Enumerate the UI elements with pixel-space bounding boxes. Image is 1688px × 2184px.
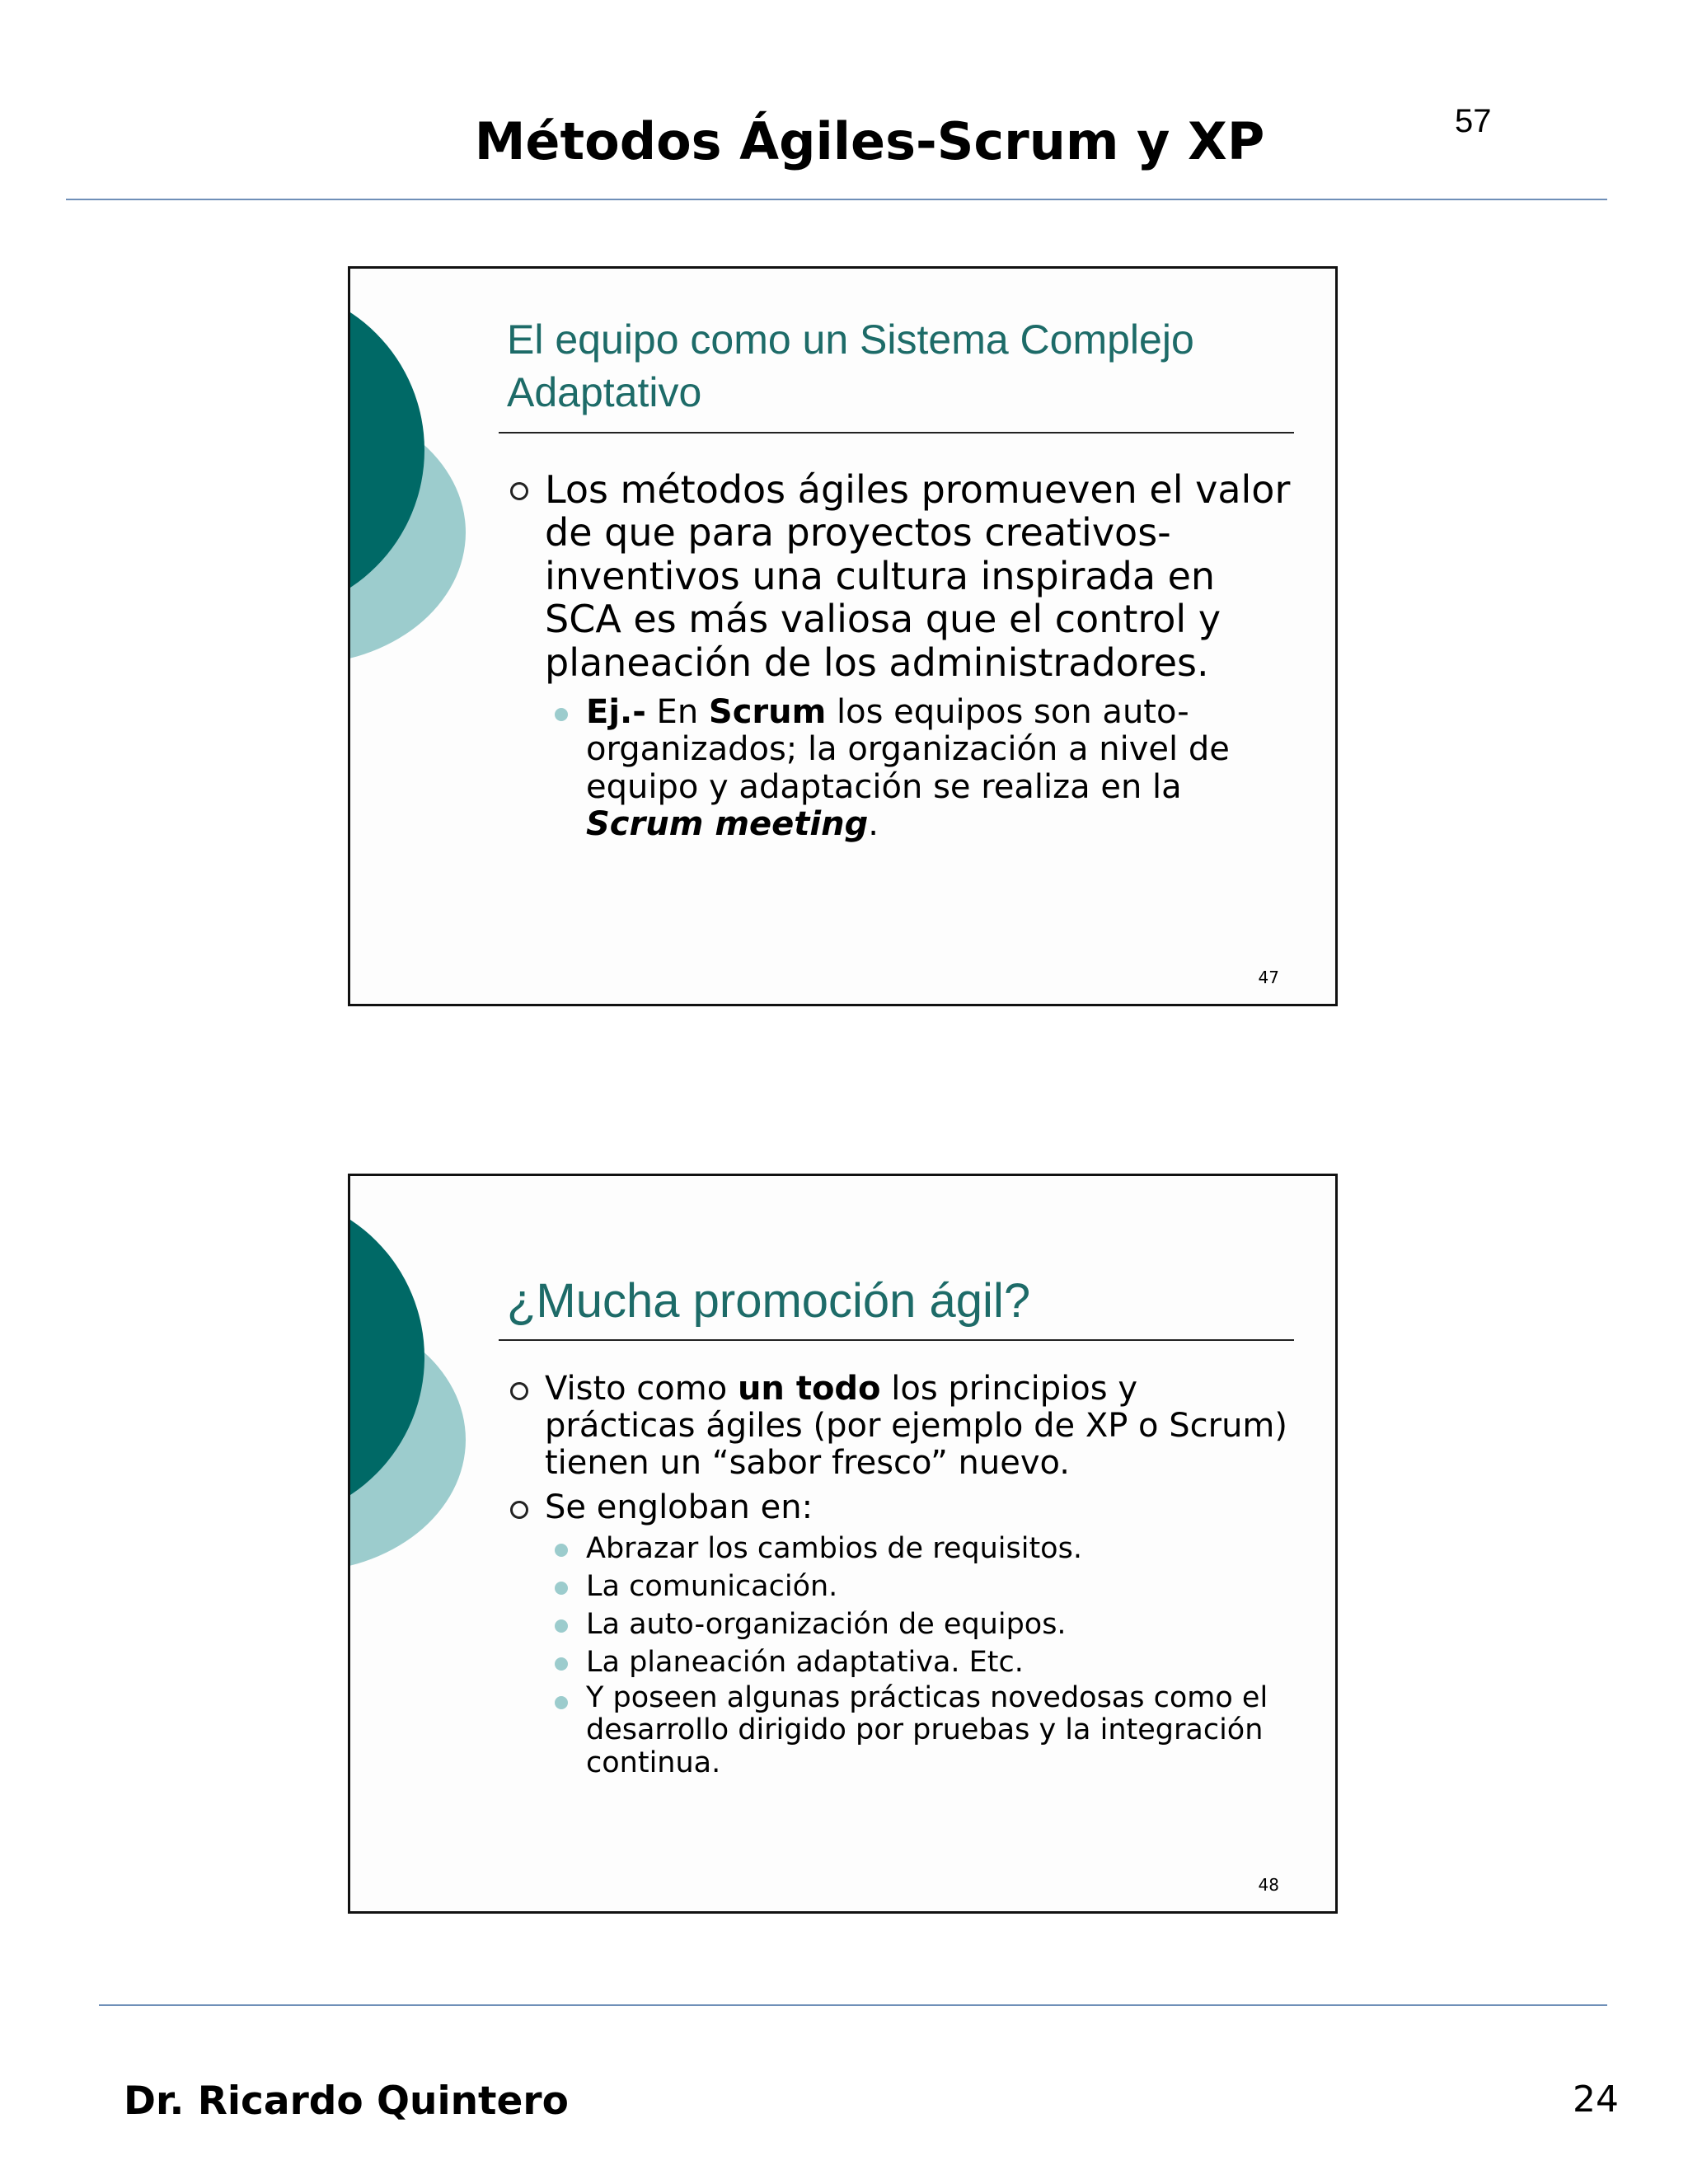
bullet-text: Los métodos ágiles promueven el valor de que para proyectos creativos-inventivos una cultura inspirada en SCA es más valiosa que el control y planeación de los administradores. [545,467,1291,685]
page-number-bottom: 24 [1573,2079,1619,2121]
hollow-circle-bullet-icon [510,1382,528,1400]
dot-bullet-icon [555,1619,568,1633]
scrum-meeting-term: Scrum meeting [586,804,869,843]
author-name: Dr. Ricardo Quintero [124,2079,569,2124]
bullet-item [507,468,1298,684]
hollow-circle-bullet-icon [510,1501,528,1519]
sub-bullet-item [507,1530,1298,1568]
bullet-text: Se engloban en: [545,1488,814,1526]
slide-title: El equipo como un Sistema Complejo Adaptativo [507,316,1194,415]
footer-divider [99,2004,1607,2006]
sub-bullet-text: La auto-organización de equipos. [586,1608,1067,1642]
sub-bullet-item [507,1568,1298,1605]
slide-48 [348,1174,1338,1914]
slide-body [507,468,1298,843]
sub-bullet-item [507,1643,1298,1681]
sub-bullet-text: La comunicación. [586,1569,838,1603]
bullet-emphasis: un todo [737,1370,881,1408]
bullet-text: Visto como [545,1370,738,1408]
bullet-item [507,1371,1298,1483]
page-title: Métodos Ágiles-Scrum y XP [474,111,1265,171]
scrum-term: Scrum [708,693,827,732]
slide-47 [348,266,1338,1006]
sub-bullet-item [507,1605,1298,1643]
slide-body [507,1371,1298,1779]
sub-bullet-text: Abrazar los cambios de requisitos. [586,1531,1082,1565]
sub-bullet-list [507,694,1298,843]
example-label: Ej.- [586,693,646,732]
dot-bullet-icon [555,1696,568,1709]
sub-bullet-text: La planeación adaptativa. Etc. [586,1646,1024,1680]
sub-text: los equipos son auto-organizados; la organización a nivel de equipo y adaptación se realiza en la [586,693,1230,806]
page-number-top: 57 [1455,103,1492,139]
sub-bullet-text: Y poseen algunas prácticas novedosas como el desarrollo dirigido por pruebas y la integración continua. [586,1680,1268,1779]
hollow-circle-bullet-icon [510,482,528,500]
slide-number: 48 [1258,1875,1279,1895]
dot-bullet-icon [555,1544,568,1557]
dot-bullet-icon [555,1657,568,1671]
dot-bullet-icon [555,1582,568,1595]
slide-title-divider [499,1339,1294,1341]
header-divider [66,199,1607,200]
bullet-item [507,1489,1298,1526]
sub-bullet-item [507,1682,1298,1780]
sub-bullet-list [507,1530,1298,1779]
bullet-text: los principios y prácticas ágiles (por ejemplo de XP o Scrum) tienen un “sabor fresco” nuevo. [545,1370,1287,1483]
slide-title: ¿Mucha promoción ágil? [507,1274,1031,1328]
sub-text: . [868,804,879,843]
dot-bullet-icon [555,708,568,721]
slide-title-divider [499,432,1294,434]
sub-bullet-item [507,694,1298,843]
sub-text: En [645,693,709,732]
slide-number: 47 [1258,968,1279,987]
